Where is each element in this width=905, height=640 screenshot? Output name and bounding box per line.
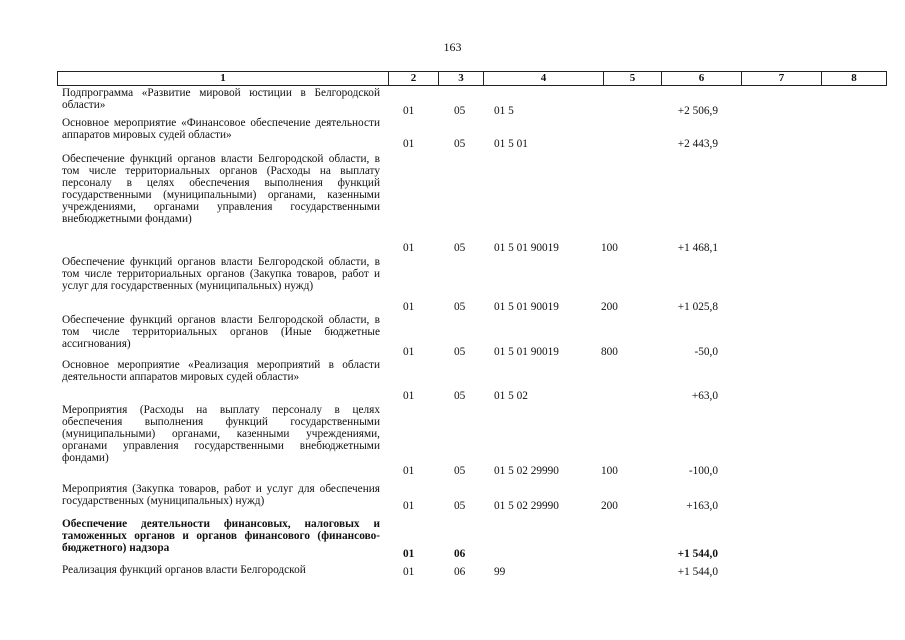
row-section: 01 (403, 138, 415, 150)
row-amount: +1 025,8 (677, 301, 718, 313)
header-col-5: 5 (603, 72, 661, 85)
row-target-article: 01 5 02 29990 (494, 465, 559, 477)
row-description: Мероприятия (Закупка товаров, работ и услуг для обеспечения государственных (муниципальных) нужд) (62, 483, 380, 507)
table-header (57, 71, 887, 86)
row-subsection: 05 (454, 301, 466, 313)
row-section: 01 (403, 346, 415, 358)
row-section: 01 (403, 566, 415, 578)
row-subsection: 06 (454, 548, 466, 560)
row-section: 01 (403, 301, 415, 313)
row-subsection: 05 (454, 390, 466, 402)
row-subsection: 05 (454, 500, 466, 512)
row-description: Обеспечение деятельности финансовых, налоговых и таможенных органов и органов финансового (финансово-бюджетного) надзора (62, 518, 380, 554)
row-subsection: 06 (454, 566, 466, 578)
row-target-article: 99 (494, 566, 506, 578)
row-amount: +1 544,0 (677, 566, 718, 578)
header-col-8: 8 (821, 72, 886, 85)
header-col-1: 1 (220, 72, 226, 84)
row-description: Подпрограмма «Развитие мировой юстиции в Белгородской области» (62, 87, 380, 111)
row-amount: +2 443,9 (677, 138, 718, 150)
row-expense-type: 200 (601, 301, 618, 313)
row-expense-type: 200 (601, 500, 618, 512)
row-expense-type: 100 (601, 465, 618, 477)
row-amount: +1 468,1 (677, 242, 718, 254)
row-amount: +163,0 (686, 500, 718, 512)
row-subsection: 05 (454, 465, 466, 477)
row-description: Обеспечение функций органов власти Белгородской области, в том числе территориальных органов (Иные бюджетные ассигнования) (62, 314, 380, 350)
row-amount: +63,0 (691, 390, 718, 402)
row-section: 01 (403, 465, 415, 477)
row-description: Обеспечение функций органов власти Белгородской области, в том числе территориальных органов (Расходы на выплату персоналу в целях обеспечения выполнения функций государственными (муниципальными) органами, казенными учреждениями, органами управления государственными внебюджетными фондами) (62, 153, 380, 225)
header-col-3: 3 (438, 72, 483, 85)
row-description: Обеспечение функций органов власти Белгородской области, в том числе территориальных органов (Закупка товаров, работ и услуг для государственных (муниципальных) нужд) (62, 256, 380, 292)
row-description: Мероприятия (Расходы на выплату персоналу в целях обеспечения выполнения функций государственными (муниципальными) органами, казенными учреждениями, органами управления государственными внебюджетными фондами) (62, 404, 380, 464)
row-amount: +2 506,9 (677, 105, 718, 117)
page-number: 163 (443, 40, 462, 54)
header-col-7: 7 (741, 72, 821, 85)
row-section: 01 (403, 105, 415, 117)
row-section: 01 (403, 390, 415, 402)
row-target-article: 01 5 02 (494, 390, 528, 402)
row-subsection: 05 (454, 242, 466, 254)
row-target-article: 01 5 02 29990 (494, 500, 559, 512)
row-section: 01 (403, 548, 415, 560)
row-section: 01 (403, 242, 415, 254)
row-subsection: 05 (454, 105, 466, 117)
header-col-2: 2 (388, 72, 438, 85)
row-target-article: 01 5 (494, 105, 514, 117)
row-subsection: 05 (454, 138, 466, 150)
row-description: Основное мероприятие «Финансовое обеспечение деятельности аппаратов мировых судей области» (62, 117, 380, 141)
row-amount: -50,0 (694, 346, 718, 358)
row-amount: +1 544,0 (677, 548, 718, 560)
header-col-4: 4 (483, 72, 603, 85)
row-expense-type: 800 (601, 346, 618, 358)
row-section: 01 (403, 500, 415, 512)
header-col-6: 6 (661, 72, 741, 85)
row-target-article: 01 5 01 90019 (494, 242, 559, 254)
row-target-article: 01 5 01 (494, 138, 528, 150)
row-target-article: 01 5 01 90019 (494, 301, 559, 313)
row-description: Основное мероприятие «Реализация мероприятий в области деятельности аппаратов мировых судей области» (62, 359, 380, 383)
row-target-article: 01 5 01 90019 (494, 346, 559, 358)
row-subsection: 05 (454, 346, 466, 358)
row-amount: -100,0 (688, 465, 718, 477)
row-description: Реализация функций органов власти Белгородской (62, 564, 306, 576)
row-expense-type: 100 (601, 242, 618, 254)
